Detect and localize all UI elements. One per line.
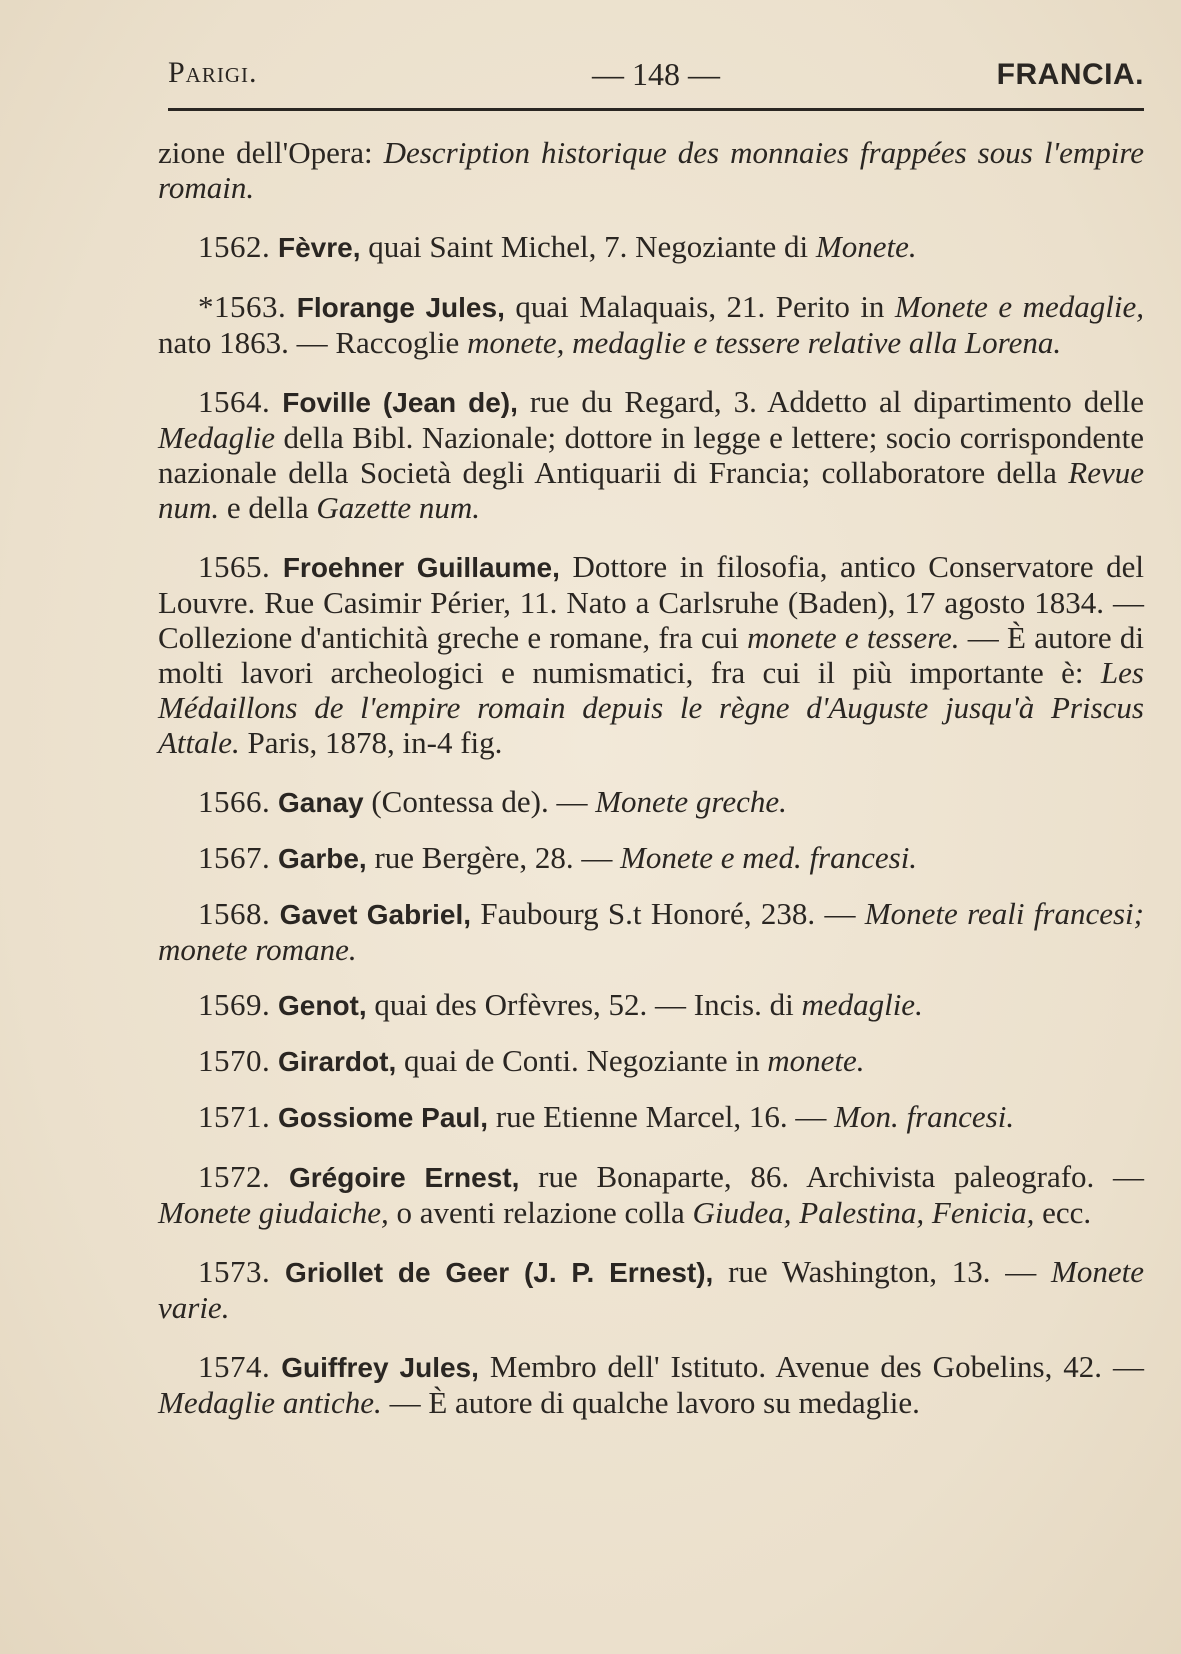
page-number: — 148 — bbox=[592, 56, 720, 92]
entry-italic-2: monete, medaglie e tessere relative alla Lorena. bbox=[467, 325, 1062, 360]
entry-1572 bbox=[158, 1159, 1144, 1230]
entry-italic: monete. bbox=[767, 1043, 865, 1078]
entry-italic-2: Les Médaillons de l'empire romain depuis le règne d'Auguste jusqu'à Priscus Attale. bbox=[158, 655, 1144, 760]
entry-italic-2: Giudea, Palestina, Fenicia, bbox=[692, 1195, 1035, 1230]
entry-italic: Medaglie antiche. bbox=[158, 1385, 382, 1420]
entry-1571 bbox=[158, 1099, 1144, 1135]
entry-1570 bbox=[158, 1043, 1144, 1079]
entry-text: quai de Conti. Negoziante in bbox=[396, 1043, 768, 1078]
header-rule bbox=[168, 108, 1144, 111]
entry-number: 1574. bbox=[198, 1349, 271, 1384]
entry-italic: medaglie. bbox=[801, 987, 923, 1022]
entry-italic: Monete reali francesi; monete romane. bbox=[158, 896, 1144, 967]
entry-name: Griollet de Geer (J. P. Ernest), bbox=[285, 1257, 714, 1288]
entry-text: quai Saint Michel, 7. Negoziante di bbox=[360, 229, 816, 264]
entry-number: 1570. bbox=[198, 1043, 271, 1078]
entry-1573 bbox=[158, 1254, 1144, 1325]
entry-1563 bbox=[158, 289, 1144, 360]
running-header bbox=[168, 50, 1144, 100]
entry-1565 bbox=[158, 549, 1144, 760]
entry-text: quai des Orfèvres, 52. — Incis. di bbox=[366, 987, 802, 1022]
header-left-city: Parigi. bbox=[168, 56, 258, 89]
entry-italic-3: Gazette num. bbox=[316, 490, 480, 525]
entry-1566 bbox=[158, 784, 1144, 820]
entry-text-2: — È autore di molti lavori archeologici e numismatici, fra cui il più importante è: bbox=[158, 620, 1144, 690]
entry-1564 bbox=[158, 384, 1144, 525]
entry-name: Guiffrey Jules, bbox=[281, 1352, 479, 1383]
entry-number: 1562. bbox=[198, 229, 271, 264]
entry-text: (Contessa de). — bbox=[363, 784, 596, 819]
entry-number: 1564. bbox=[198, 384, 271, 419]
entry-text-3: Paris, 1878, in-4 fig. bbox=[239, 725, 503, 760]
entry-1568 bbox=[158, 896, 1144, 967]
entry-number: 1572. bbox=[198, 1159, 271, 1194]
entry-number: 1565. bbox=[198, 549, 271, 584]
entry-italic-2: Revue num. bbox=[158, 455, 1144, 525]
header-right-country: FRANCIA. bbox=[996, 58, 1144, 91]
entry-text: rue Bonaparte, 86. Archivista paleografo. — bbox=[519, 1159, 1145, 1194]
entry-text: rue Bergère, 28. — bbox=[366, 840, 621, 875]
entry-italic: Monete e medaglie, bbox=[894, 289, 1144, 324]
entry-name: Gavet Gabriel, bbox=[279, 899, 472, 930]
entry-italic: Monete varie. bbox=[158, 1254, 1145, 1325]
entry-number: 1571. bbox=[198, 1099, 271, 1134]
entry-number: 1573. bbox=[198, 1254, 271, 1289]
entry-name: Gossiome Paul, bbox=[278, 1102, 489, 1133]
entry-number: 1568. bbox=[198, 896, 271, 931]
entry-italic: Monete e med. francesi. bbox=[620, 840, 918, 875]
entry-number: 1566. bbox=[198, 784, 271, 819]
entry-name: Girardot, bbox=[278, 1046, 397, 1077]
entry-italic: Monete greche. bbox=[595, 784, 787, 819]
entry-italic: Mon. francesi. bbox=[834, 1099, 1015, 1134]
entry-name: Grégoire Ernest, bbox=[289, 1162, 520, 1193]
entry-name: Garbe, bbox=[278, 843, 367, 874]
entry-italic: monete e tessere. bbox=[747, 620, 960, 655]
page-body bbox=[158, 135, 1144, 1444]
entry-name: Ganay bbox=[278, 787, 364, 818]
entry-text-3: e della bbox=[219, 490, 317, 525]
entry-name: Genot, bbox=[278, 990, 367, 1021]
entry-text-2: della Bibl. Nazionale; dottore in legge e lettere; socio corrispondente nazionale della Società degli Antiquarii di Francia; collaboratore della bbox=[158, 420, 1144, 490]
entry-italic: Monete giudaiche, bbox=[158, 1195, 389, 1230]
entry-number: 1569. bbox=[198, 987, 271, 1022]
entry-text: Membro dell' Istituto. Avenue des Gobelins, 42. — bbox=[478, 1349, 1145, 1384]
entry-number: *1563. bbox=[198, 289, 287, 324]
entry-1569 bbox=[158, 987, 1144, 1023]
entry-text: Dottore in filosofia, antico Conservatore del Louvre. Rue Casimir Périer, 11. Nato a Carlsruhe (Baden), 17 agosto 1834. — Collezione d'antichità greche e romane, fra cui bbox=[158, 549, 1145, 655]
entry-name: Fèvre, bbox=[278, 232, 361, 263]
entry-text: rue Washington, 13. — bbox=[713, 1254, 1052, 1289]
entry-text-2: — È autore di qualche lavoro su medaglie. bbox=[381, 1385, 920, 1420]
entry-name: Foville (Jean de), bbox=[282, 387, 518, 418]
entry-italic: Medaglie bbox=[158, 420, 276, 455]
entry-text-2: nato 1863. — Raccoglie bbox=[158, 325, 468, 360]
entry-number: 1567. bbox=[198, 840, 271, 875]
entry-1567 bbox=[158, 840, 1144, 876]
entry-1574 bbox=[158, 1349, 1144, 1420]
intro-paragraph bbox=[158, 135, 1144, 205]
entry-text: rue Etienne Marcel, 16. — bbox=[488, 1099, 835, 1134]
intro-title: Description historique des monnaies frappées sous l'empire romain. bbox=[158, 135, 1145, 205]
intro-text: zione dell'Opera: bbox=[158, 135, 384, 170]
entry-text: quai Malaquais, 21. Perito in bbox=[504, 289, 895, 324]
entry-1562 bbox=[158, 229, 1144, 265]
entry-italic: Monete. bbox=[815, 229, 917, 264]
entry-text: rue du Regard, 3. Addetto al dipartimento delle bbox=[517, 384, 1145, 419]
entry-name: Florange Jules, bbox=[296, 292, 505, 323]
entry-text: Faubourg S.t Honoré, 238. — bbox=[471, 896, 865, 931]
entry-name: Froehner Guillaume, bbox=[282, 552, 560, 583]
entry-text-2: o aventi relazione colla bbox=[388, 1195, 693, 1230]
entry-text-3: ecc. bbox=[1034, 1195, 1092, 1230]
